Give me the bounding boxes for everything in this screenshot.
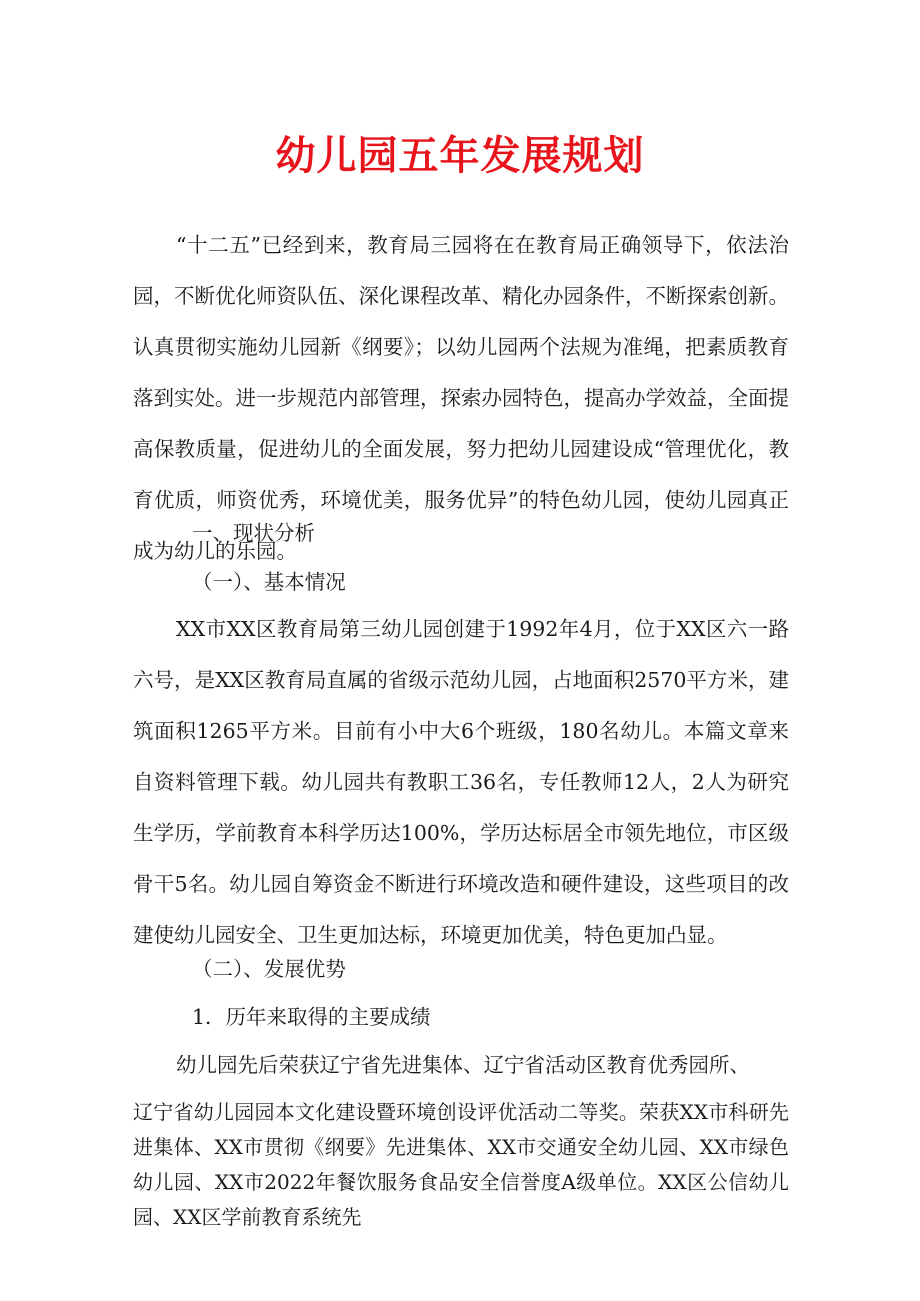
- item-heading-achievements: 1．历年来取得的主要成绩: [192, 1005, 431, 1029]
- achievements-paragraph-start: 幼儿园先后荣获辽宁省先进集体、辽宁省活动区教育优秀园所、: [176, 1053, 751, 1077]
- intro-paragraph: “十二五”已经到来，教育局三园将在在教育局正确领导下，依法治园，不断优化师资队伍、深化课程改革、精化办园条件，不断探索创新。认真贯彻实施幼儿园新《纲要》；以幼儿园两个法规为准绳，把素质教育落到实处。进一步规范内部管理，探索办园特色，提高办学效益，全面提高保教质量，促进幼儿的全面发展，努力把幼儿园建设成“管理优化，教育优质，师资优秀，环境优美，服务优异”的特色幼儿园，使幼儿园真正成为幼儿的乐园。: [133, 233, 789, 563]
- section-heading-status-analysis: 一、现状分析: [192, 521, 315, 545]
- subsection-heading-basic-info: （一）、基本情况: [192, 570, 346, 594]
- document-title: 幼儿园五年发展规划: [275, 133, 645, 179]
- basic-info-paragraph: XX市XX区教育局第三幼儿园创建于1992年4月，位于XX区六一路六号，是XX区教育局直属的省级示范幼儿园，占地面积2570平方米，建筑面积1265平方米。目前有小中大6个班级，180名幼儿。本篇文章来自资料管理下载。幼儿园共有教职工36名，专任教师12人，2人为研究生学历，学前教育本科学历达100%，学历达标居全市领先地位，市区级骨干5名。幼儿园自筹资金不断进行环境改造和硬件建设，这些项目的改建使幼儿园安全、卫生更加达标，环境更加优美，特色更加凸显。: [133, 617, 789, 947]
- subsection-heading-advantages: （二）、发展优势: [192, 957, 346, 981]
- achievements-paragraph-continued: 辽宁省幼儿园园本文化建设暨环境创设评优活动二等奖。荣获XX市科研先进集体、XX市贯彻《纲要》先进集体、XX市交通安全幼儿园、XX市绿色幼儿园、XX市2022年餐饮服务食品安全信誉度A级单位。XX区公信幼儿园、XX区学前教育系统先: [133, 1100, 789, 1229]
